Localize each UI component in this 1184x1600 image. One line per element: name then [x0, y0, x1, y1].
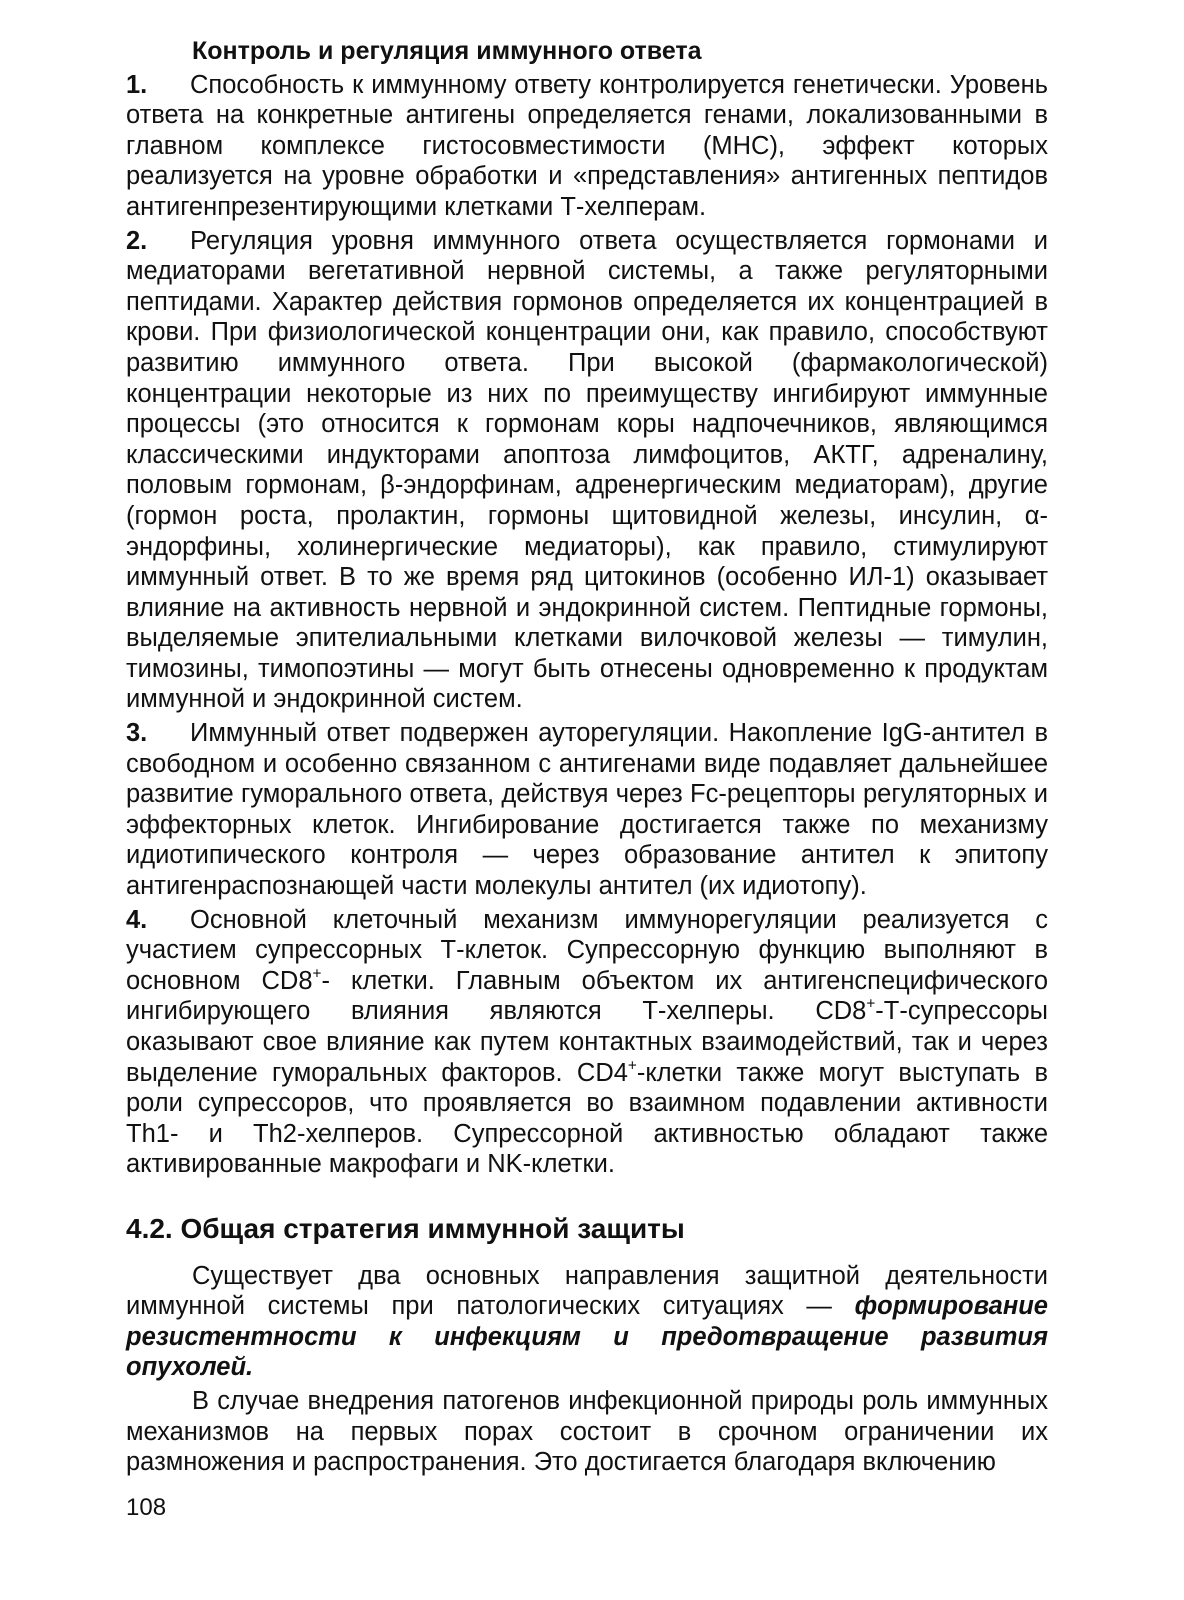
- section-title: 4.2. Общая стратегия иммунной защиты: [126, 1212, 685, 1244]
- item-number: 3.: [126, 719, 148, 748]
- page-content: [126, 36, 1048, 1481]
- paragraph-text: Существует два основных направления защитной деятельности иммунной системы при патологических ситуациях —: [126, 1261, 1048, 1321]
- list-item-2: [126, 226, 1048, 716]
- item-text: Регуляция уровня иммунного ответа осуществляется гормонами и медиаторами вегетативной нервной системы, а также регуляторными пептидами. Характер действия гормонов определяется их концентрацией в крови. При физиологической концентрации они, как правило, способствуют развитию иммунного ответа. При высокой (фармакологической) концентрации некоторые из них по преимуществу ингибируют иммунные процессы (это относится к гормонам коры надпочечников, являющимся классическими индукторами апоптоза лимфоцитов, АКТГ, адреналину, половым гормонам, β-эндорфинам, адренергическим медиаторам), другие (гормон роста, пролактин, гормоны щитовидной железы, инсулин, α-эндорфины, холинергические медиаторы), как правило, стимулируют иммунный ответ. В то же время ряд цитокинов (особенно ИЛ-1) оказывает влияние на активность нервной и эндокринной систем. Пептидные гормоны, выделяемые эпителиальными клетками вилочковой железы — тимулин, тимозины, тимопоэтины — могут быть отнесены одновременно к продуктам иммунной и эндокринной систем.: [126, 226, 1048, 714]
- item-text: Способность к иммунному ответу контролируется генетически. Уровень ответа на конкретные антигены определяется генами, локализованными в главном комплексе гистосовместимости (МНС), эффект которых реализуется на уровне обработки и «представления» антигенных пептидов антигенпрезентирующими клетками Т-хелперам.: [126, 70, 1048, 221]
- list-item-1: [126, 70, 1048, 223]
- page-number: 108: [126, 1494, 167, 1521]
- list-item-3: [126, 718, 1048, 902]
- list-item-4: [126, 905, 1048, 1180]
- superscript: +: [866, 995, 876, 1013]
- item-number: 4.: [126, 905, 148, 934]
- paragraph: [126, 1261, 1048, 1383]
- emphasis-text: формирование резистентности к инфекциям и предотвращение развития опухолей.: [126, 1292, 1048, 1382]
- item-text-part: -клетки также могут выступать в роли супрессоров, что проявляется во взаимном подавлении активности Th1- и Th2-хелперов. Супрессорной активностью обладают также активированные макрофаги и NK-клетки.: [126, 1058, 1048, 1179]
- paragraph: [126, 1386, 1048, 1478]
- superscript: +: [312, 965, 322, 983]
- item-text-part: Основной клеточный механизм иммунорегуляции реализуется с участием супрессорных Т-клеток. Супрессорную функцию выполняют в основном CD8: [126, 905, 1048, 995]
- item-text-part: - клетки. Главным объектом их антигенспецифического ингибирующего влияния являются Т-хелперы. CD8: [126, 966, 1048, 1026]
- paragraph-text: В случае внедрения патогенов инфекционной природы роль иммунных механизмов на первых порах состоит в срочном ограничении их размножения и распространения. Это достигается благодаря включению: [126, 1386, 1048, 1477]
- item-text: Иммунный ответ подвержен ауторегуляции. Накопление IgG-антител в свободном и особенно связанном с антигенами виде подавляет дальнейшее развитие гуморального ответа, действуя через Fc-рецепторы регуляторных и эффекторных клеток. Ингибирование достигается также по механизму идиотипического контроля — через образование антител к эпитопу антигенраспознающей части молекулы антител (их идиотопу).: [126, 719, 1048, 901]
- item-text-part: -Т-супрессоры оказывают свое влияние как путем контактных взаимодействий, так и через выделение гуморальных факторов. CD4: [126, 997, 1048, 1087]
- item-number: 1.: [126, 70, 148, 99]
- item-number: 2.: [126, 226, 148, 255]
- subsection-title: Контроль и регуляция иммунного ответа: [192, 37, 702, 65]
- superscript: +: [627, 1056, 637, 1074]
